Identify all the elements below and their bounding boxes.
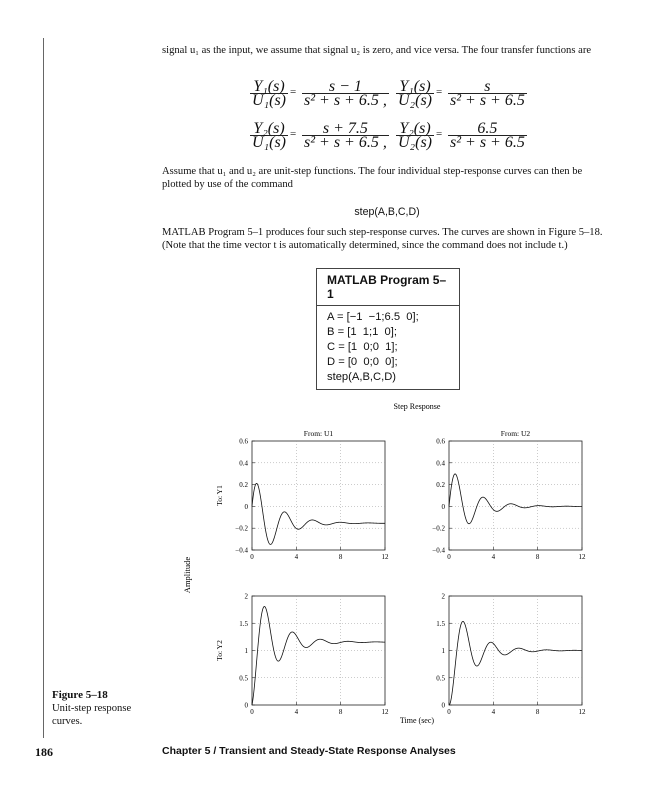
x-tick-label: 4	[491, 553, 496, 561]
y-tick-label: 0.6	[436, 437, 445, 446]
equals-sign: =	[290, 86, 297, 98]
x-tick-label: 0	[250, 553, 254, 561]
subplot-from-label: From: U1	[303, 429, 334, 438]
program-line: C = [1 0;0 1];	[327, 341, 398, 353]
program-line: step(A,B,C,D)	[327, 371, 397, 383]
subplot-to-label: To: Y2	[215, 640, 224, 661]
step-command: step(A,B,C,D)	[354, 206, 420, 218]
x-tick-label: 4	[491, 708, 496, 716]
y-tick-label: 1.5	[436, 619, 445, 628]
equation-rhs: $\frac{s + 7.5}{\text{s² + s + 6.5 ,}}$	[304, 120, 387, 151]
equation-lhs: $\frac{\text{Y₂(s)}}{\text{U₁(s)}}$	[252, 120, 286, 151]
y-tick-label: −0.4	[235, 546, 248, 555]
y-tick-label: 0.5	[436, 674, 445, 683]
chapter-footer: Chapter 5 / Transient and Steady-State Response Analyses	[162, 745, 456, 757]
program-line: B = [1 1;1 0];	[327, 326, 397, 338]
x-tick-label: 4	[294, 708, 299, 716]
y-tick-label: 0	[244, 502, 248, 511]
paragraph-unit-step: Assume that u₁ and u₂ are unit-step functions. The four individual step-response curves can then be plotted by use of the command	[162, 166, 583, 191]
x-tick-label: 12	[578, 708, 586, 716]
y-tick-label: −0.4	[432, 546, 445, 555]
program-line: D = [0 0;0 0];	[327, 356, 398, 368]
x-tick-label: 12	[381, 553, 389, 561]
equation-rhs: $\frac{6.5}{\text{s² + s + 6.5}}$	[450, 120, 525, 151]
equals-sign: =	[436, 128, 443, 140]
y-tick-label: 1	[244, 647, 248, 655]
y-tick-label: 0.4	[436, 459, 445, 468]
y-tick-label: −0.2	[235, 524, 248, 533]
equals-sign: =	[436, 86, 443, 98]
y-tick-label: 2	[441, 592, 445, 601]
equation-lhs: $\frac{\text{Y₁(s)}}{\text{U₁(s)}}$	[252, 78, 286, 109]
x-tick-label: 12	[578, 553, 586, 561]
y-tick-label: 0.2	[239, 481, 248, 490]
subplot-to-label: To: Y1	[215, 485, 224, 506]
y-tick-label: 0.4	[239, 459, 248, 468]
y-tick-label: 0	[441, 701, 445, 710]
x-tick-label: 0	[250, 708, 254, 716]
figure-caption-label: Figure 5–18	[52, 689, 108, 701]
y-tick-label: 0.2	[436, 481, 445, 490]
x-tick-label: 0	[447, 553, 451, 561]
y-tick-label: 0	[244, 701, 248, 710]
program-title: MATLAB Program 5–1	[317, 269, 459, 306]
chart-title: Step Response	[393, 402, 441, 411]
figure-caption-text: Unit-step response curves.	[52, 703, 132, 727]
equals-sign: =	[290, 128, 297, 140]
subplot-frame	[252, 441, 385, 550]
equation-lhs: $\frac{\text{Y₂(s)}}{\text{U₂(s)}}$	[398, 120, 432, 151]
x-axis-label: Time (sec)	[399, 716, 435, 725]
x-tick-label: 8	[338, 708, 343, 716]
x-tick-label: 12	[381, 708, 389, 716]
x-tick-label: 8	[338, 553, 343, 561]
y-tick-label: 1	[441, 647, 445, 655]
x-tick-label: 4	[294, 553, 299, 561]
page-number: 186	[35, 745, 53, 759]
y-tick-label: 0	[441, 502, 445, 511]
subplot-frame	[449, 441, 582, 550]
y-tick-label: 0.6	[239, 437, 248, 446]
y-tick-label: −0.2	[432, 524, 445, 533]
x-tick-label: 8	[535, 553, 540, 561]
equation-rhs: $\frac{s - 1}{\text{s² + s + 6.5 ,}}$	[304, 78, 387, 109]
subplot-from-label: From: U2	[500, 429, 531, 438]
program-line: A = [−1 −1;6.5 0];	[327, 311, 419, 323]
paragraph-intro: signal u₁ as the input, we assume that signal u₂ is zero, and vice versa. The four transfer functions are	[162, 45, 592, 56]
y-tick-label: 0.5	[239, 674, 248, 683]
x-tick-label: 8	[535, 708, 540, 716]
x-tick-label: 0	[447, 708, 451, 716]
y-tick-label: 2	[244, 592, 248, 601]
y-axis-label: Amplitude	[182, 556, 192, 594]
y-tick-label: 1.5	[239, 619, 248, 628]
equation-rhs: $\frac{s}{\text{s² + s + 6.5}}$	[450, 78, 525, 109]
equation-lhs: $\frac{\text{Y₁(s)}}{\text{U₂(s)}}$	[398, 78, 432, 109]
paragraph-program-note: MATLAB Program 5–1 produces four such step-response curves. The curves are shown in Figure 5–18. (Note that the time vector t is automatically determined, since the command does not include t.)	[162, 227, 603, 252]
